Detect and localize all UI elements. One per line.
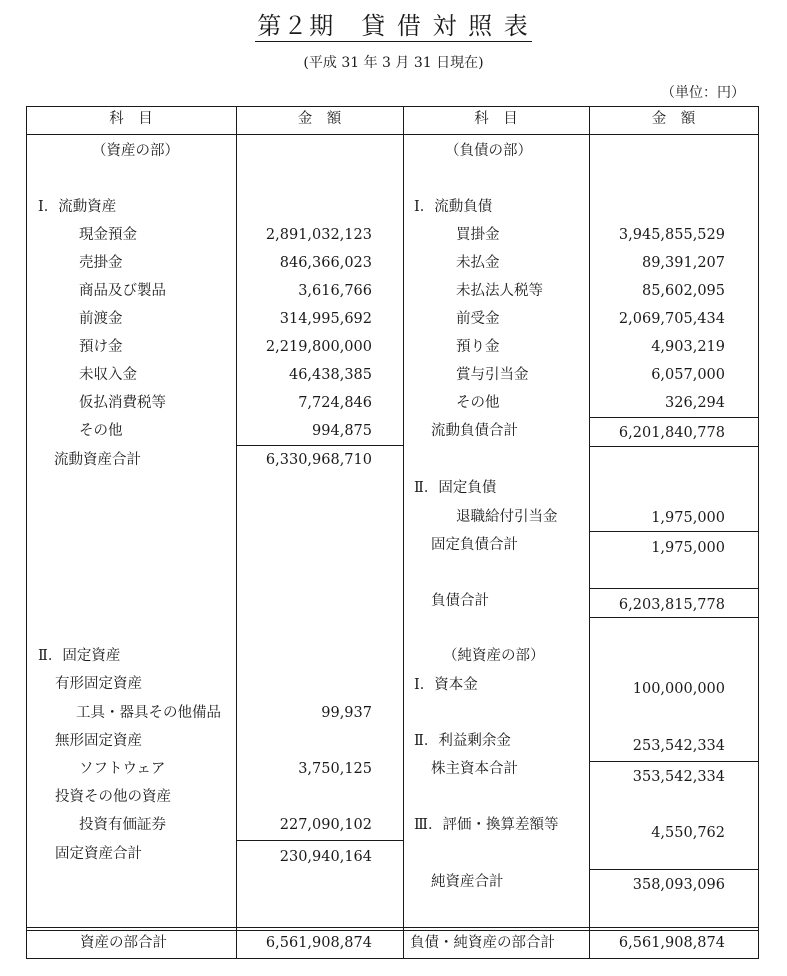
investment-item-amount: 227,090,102 (279, 817, 372, 833)
retained-earnings-amount: 253,542,334 (632, 738, 725, 754)
liability-item-amount: 85,602,095 (641, 283, 725, 299)
current-liabilities-close-line (589, 446, 758, 447)
current-assets-total-label: 流動資産合計 (54, 452, 141, 468)
asset-item-amount: 7,724,846 (298, 395, 372, 411)
liability-item-label: 買掛金 (456, 227, 500, 243)
liability-item-amount: 326,294 (665, 395, 725, 411)
assets-grand-total-label: 資産の部合計 (80, 935, 167, 951)
fixed-assets-heading: Ⅱ．固定資産 (38, 648, 121, 664)
current-assets-heading: Ⅰ．流動資産 (38, 199, 117, 215)
liabilities-total-close-line (589, 617, 758, 618)
liability-item-label: 未払金 (456, 255, 500, 271)
intangible-item-label: ソフトウェア (79, 761, 166, 777)
fixed-liabilities-heading: Ⅱ．固定負債 (414, 480, 497, 496)
liability-item-label: 賞与引当金 (456, 367, 529, 383)
investment-item-label: 投資有価証券 (79, 817, 166, 833)
liabilities-amount-header: 金 額 (651, 111, 696, 127)
totals-top-border-2 (26, 930, 759, 931)
liability-item-label: 預り金 (456, 339, 500, 355)
asset-item-amount: 846,366,023 (279, 255, 372, 271)
net-assets-total-amount: 358,093,096 (632, 877, 725, 893)
asset-item-label: 未収入金 (79, 367, 137, 383)
asset-item-amount: 3,616,766 (298, 283, 372, 299)
asset-item-amount: 994,875 (312, 423, 372, 439)
current-assets-subtotal-line (236, 445, 403, 446)
asset-item-amount: 46,438,385 (288, 367, 372, 383)
capital-amount: 100,000,000 (632, 681, 725, 697)
liability-item-amount: 89,391,207 (641, 255, 725, 271)
net-assets-total-label: 純資産合計 (431, 874, 504, 890)
current-liabilities-subtotal-line (589, 417, 758, 418)
fixed-liabilities-subtotal-line (589, 531, 758, 532)
assets-amount-header: 金 額 (297, 111, 342, 127)
intangible-item-amount: 3,750,125 (298, 761, 372, 777)
liabilities-subject-header: 科 目 (474, 111, 518, 127)
liability-item-amount: 3,945,855,529 (618, 227, 725, 243)
valuation-label: Ⅲ．評価・換算差額等 (414, 817, 559, 833)
net-assets-section-label: （純資産の部） (443, 648, 545, 664)
left-border (26, 106, 27, 959)
capital-label: Ⅰ．資本金 (414, 677, 478, 693)
current-liabilities-total-label: 流動負債合計 (431, 423, 518, 439)
asset-item-label: 商品及び製品 (79, 283, 166, 299)
liability-item-amount: 2,069,705,434 (618, 311, 725, 327)
valuation-amount: 4,550,762 (651, 825, 725, 841)
liability-item-label: 未払法人税等 (456, 283, 543, 299)
assets-subject-header: 科 目 (109, 111, 153, 127)
tangible-assets-heading: 有形固定資産 (55, 676, 142, 692)
asset-item-amount: 314,995,692 (279, 311, 372, 327)
liabilities-net-assets-grand-total-amount: 6,561,908,874 (618, 935, 725, 951)
assets-grand-total-amount: 6,561,908,874 (265, 935, 372, 951)
asset-item-label: 仮払消費税等 (79, 395, 166, 411)
fixed-liability-item-label: 退職給付引当金 (456, 509, 558, 525)
equity-total-label: 株主資本合計 (431, 761, 518, 777)
fixed-liabilities-total-label: 固定負債合計 (431, 537, 518, 553)
current-liabilities-heading: Ⅰ．流動負債 (414, 199, 493, 215)
fixed-liabilities-total-amount: 1,975,000 (651, 540, 725, 556)
unit-label: （単位：円） (661, 85, 745, 101)
current-assets-total-amount: 6,330,968,710 (265, 452, 372, 468)
table-top-border (26, 106, 759, 107)
liability-item-amount: 4,903,219 (651, 339, 725, 355)
right-border (758, 106, 759, 959)
asset-item-label: 預け金 (79, 339, 123, 355)
liabilities-net-assets-grand-total-label: 負債・純資産の部合計 (410, 935, 555, 951)
assets-section-label: （資産の部） (92, 143, 179, 159)
equity-total-amount: 353,542,334 (632, 769, 725, 785)
intangible-assets-heading: 無形固定資産 (55, 733, 142, 749)
totals-top-border-1 (26, 927, 759, 928)
title-text: 第２期 貸 借 対 照 表 (257, 12, 530, 40)
fixed-assets-total-amount: 230,940,164 (279, 849, 372, 865)
table-bottom-border (26, 958, 759, 959)
fixed-assets-total-label: 固定資産合計 (55, 846, 142, 862)
asset-item-label: 前渡金 (79, 311, 123, 327)
liability-item-amount: 6,057,000 (651, 367, 725, 383)
fixed-liability-item-amount: 1,975,000 (651, 510, 725, 526)
center-divider (403, 106, 404, 959)
asset-item-amount: 2,891,032,123 (265, 227, 372, 243)
fixed-liabilities-close-line (589, 588, 758, 589)
header-bottom-border (26, 134, 759, 135)
retained-earnings-label: Ⅱ．利益剰余金 (414, 733, 511, 749)
liability-item-label: 前受金 (456, 311, 500, 327)
tangible-item-label: 工具・器具その他備品 (76, 705, 221, 721)
liabilities-section-label: （負債の部） (445, 143, 532, 159)
asset-item-amount: 2,219,800,000 (265, 339, 372, 355)
asset-item-label: 売掛金 (79, 255, 123, 271)
fixed-assets-subtotal-line (236, 840, 403, 841)
asset-item-label: その他 (79, 423, 123, 439)
report-date: (平成 31 年 3 月 31 日現在) (303, 55, 484, 71)
current-liabilities-total-amount: 6,201,840,778 (618, 425, 725, 441)
liabilities-total-label: 負債合計 (431, 593, 489, 609)
net-assets-subtotal-line (589, 869, 758, 870)
tangible-item-amount: 99,937 (321, 705, 372, 721)
equity-subtotal-line (589, 761, 758, 762)
asset-item-label: 現金預金 (79, 227, 137, 243)
liabilities-total-amount: 6,203,815,778 (618, 597, 725, 613)
liability-item-label: その他 (456, 395, 500, 411)
investment-assets-heading: 投資その他の資産 (55, 789, 171, 805)
